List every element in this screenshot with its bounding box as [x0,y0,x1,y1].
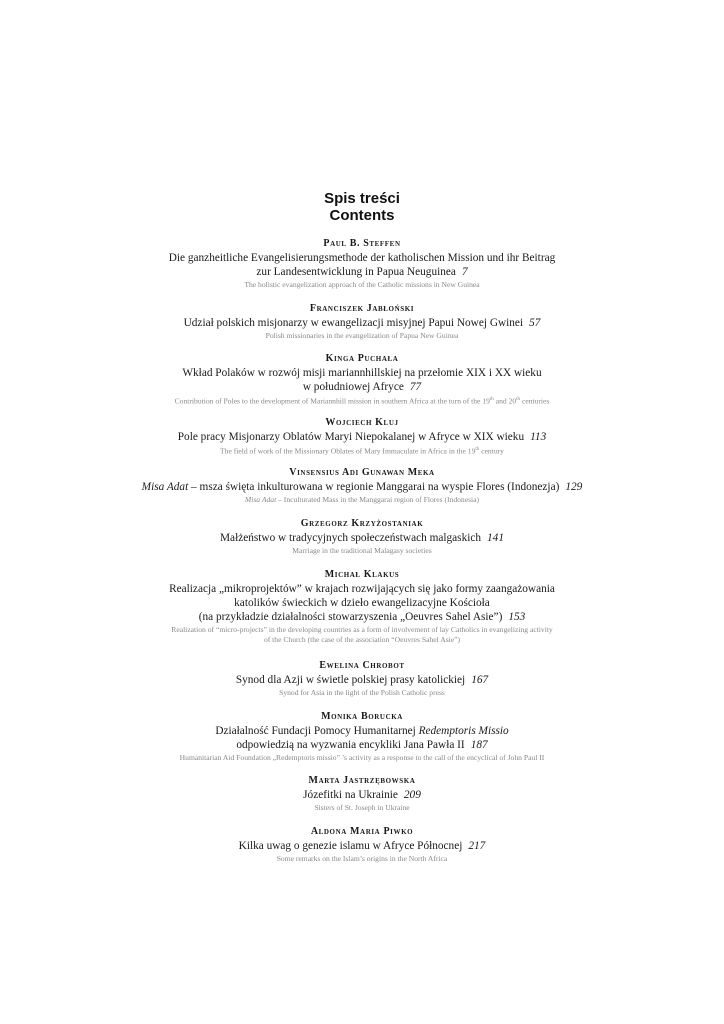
entry-title-line: Wkład Polaków w rozwój misji mariannhillskiej na przełomie XIX i XX wieku [182,367,542,379]
entry-title [100,366,624,394]
entry-title-line: w południowej Afryce [302,381,404,393]
entry-translation: Marriage in the traditional Malagasy societies [292,546,432,555]
translation-sup: th [489,397,494,402]
toc-subtitle: Contents [329,207,395,224]
entry-author: Ewelina Chrobot [319,660,405,671]
toc-entry [150,826,574,864]
translation-sup: th [475,447,480,452]
entry-author: Kinga Puchała [325,353,399,364]
translation-text: – Inculturated Mass in the Manggarai region of Flores (Indonesia) [276,495,480,504]
entry-translation: Sisters of St. Joseph in Ukraine [314,803,410,812]
entry-translation: The holistic evangelization approach of the Catholic missions in New Guinea [244,280,480,289]
entry-translation [150,445,574,457]
entry-page-number[interactable]: 129 [565,481,583,493]
entry-author: Wojciech Kluj [325,417,399,428]
toc-title: Spis treści [324,190,400,207]
entry-title [150,839,574,853]
entry-title-line: Udział polskich misjonarzy w ewangelizacji misyjnej Papui Nowej Gwinei [183,317,524,329]
toc-entry [150,775,574,813]
entry-title [150,531,574,545]
entry-title [100,724,624,752]
entry-translation: Some remarks on the Islam’s origins in the North Africa [276,854,448,863]
entry-page-number[interactable]: 7 [461,266,468,278]
entry-page-number[interactable]: 113 [530,431,547,443]
translation-text: and 20 [493,396,517,406]
entry-translation [100,395,624,407]
toc-heading [150,190,574,236]
entry-title-line: Realizacja „mikroprojektów” w krajach rozwijających się jako formy zaangażowania [169,583,555,595]
entry-title [100,582,624,624]
entry-page-number[interactable]: 153 [508,611,526,623]
entry-title-italic: Redemptoris Missio [418,725,509,737]
entry-title-line: – msza święta inkulturowana w regionie Manggarai na wyspie Flores (Indonezja) [188,481,560,493]
entry-page-number[interactable]: 167 [471,674,489,686]
entry-page-number[interactable]: 209 [403,789,421,801]
toc-entry [100,711,624,763]
translation-sup: th [516,397,521,402]
toc-entry [100,353,624,407]
entry-author: Michał Klakus [324,569,400,580]
entry-title [150,673,574,687]
entry-title-line: katolików świeckich w dzieło ewangelizacyjne Kościoła [234,597,490,609]
entry-page-number[interactable]: 141 [487,532,504,544]
toc-entry [100,569,624,645]
toc-entry [150,660,574,698]
entry-title [150,430,574,444]
entry-translation [100,625,624,645]
entry-title-line: Małżeństwo w tradycyjnych społeczeństwach malgaskich [220,532,482,544]
entry-author: Vinsensius Adi Gunawan Meka [289,467,435,478]
entry-author: Grzegorz Krzyżostaniak [300,518,424,529]
entry-title [140,480,584,494]
entry-title-line: Pole pracy Misjonarzy Oblatów Maryi Niepokalanej w Afryce w XIX wieku [177,431,525,443]
entry-author: Aldona Maria Piwko [310,826,414,837]
entry-page-number[interactable]: 187 [470,739,488,751]
entry-author: Monika Borucka [321,711,403,722]
entry-title-line: Synod dla Azji w świetle polskiej prasy katolickiej [235,674,466,686]
entry-translation [140,495,584,505]
toc-entry [150,417,574,457]
entry-translation: Synod for Asia in the light of the Polish Catholic press [279,688,445,697]
toc-entry [150,303,574,341]
translation-text: centuries [520,396,550,406]
entry-title [150,316,574,330]
translation-text: The field of work of the Missionary Oblates of Mary Immaculate in Africa in the 19 [220,446,476,456]
translation-italic: Misa Adat [244,495,277,504]
translation-text: of the Church (the case of the association “Oeuvres Sahel Asie”) [263,635,461,644]
entry-title-line: odpowiedzią na wyzwania encykliki Jana Pawła II [236,739,465,751]
toc-entry [150,238,574,290]
entry-translation: Polish missionaries in the evangelization of Papua New Guinea [265,331,459,340]
entry-title [150,251,574,279]
entry-author: Franciszek Jabłoński [309,303,415,314]
entry-page-number[interactable]: 77 [409,381,422,393]
entry-author: Marta Jastrzębowska [308,775,416,786]
entry-title-line: Kilka uwag o genezie islamu w Afryce Północnej [238,840,463,852]
entry-title-line: Die ganzheitliche Evangelisierungsmethode der katholischen Mission und ihr Beitrag [168,252,556,264]
toc-entry [150,518,574,556]
translation-text: Realization of “micro-projects” in the developing countries as a form of involvement of lay Catholics in evangelizing activity [171,625,553,634]
translation-text: century [479,446,504,456]
entry-title-line: zur Landesentwicklung in Papua Neuguinea [256,266,456,278]
entry-author: Paul B. Steffen [323,238,401,249]
entry-title-italic: Misa Adat [141,481,189,493]
entry-title [150,788,574,802]
entry-title-line: Działalność Fundacji Pomocy Humanitarnej [215,725,419,737]
entry-title-line: (na przykładzie działalności stowarzyszenia „Oeuvres Sahel Asie”) [198,611,503,623]
entry-page-number[interactable]: 217 [468,840,486,852]
entry-translation: Humanitarian Aid Foundation „Redemptoris missio” ’s activity as a response to the call of the encyclical of John Paul II [179,753,545,762]
entry-title-line: Józefitki na Ukrainie [303,789,398,801]
entry-page-number[interactable]: 57 [529,317,541,329]
translation-text: Contribution of Poles to the development of Mariannhill mission in southern Africa at the turn of the 19 [174,396,490,406]
toc-entry [140,467,584,505]
